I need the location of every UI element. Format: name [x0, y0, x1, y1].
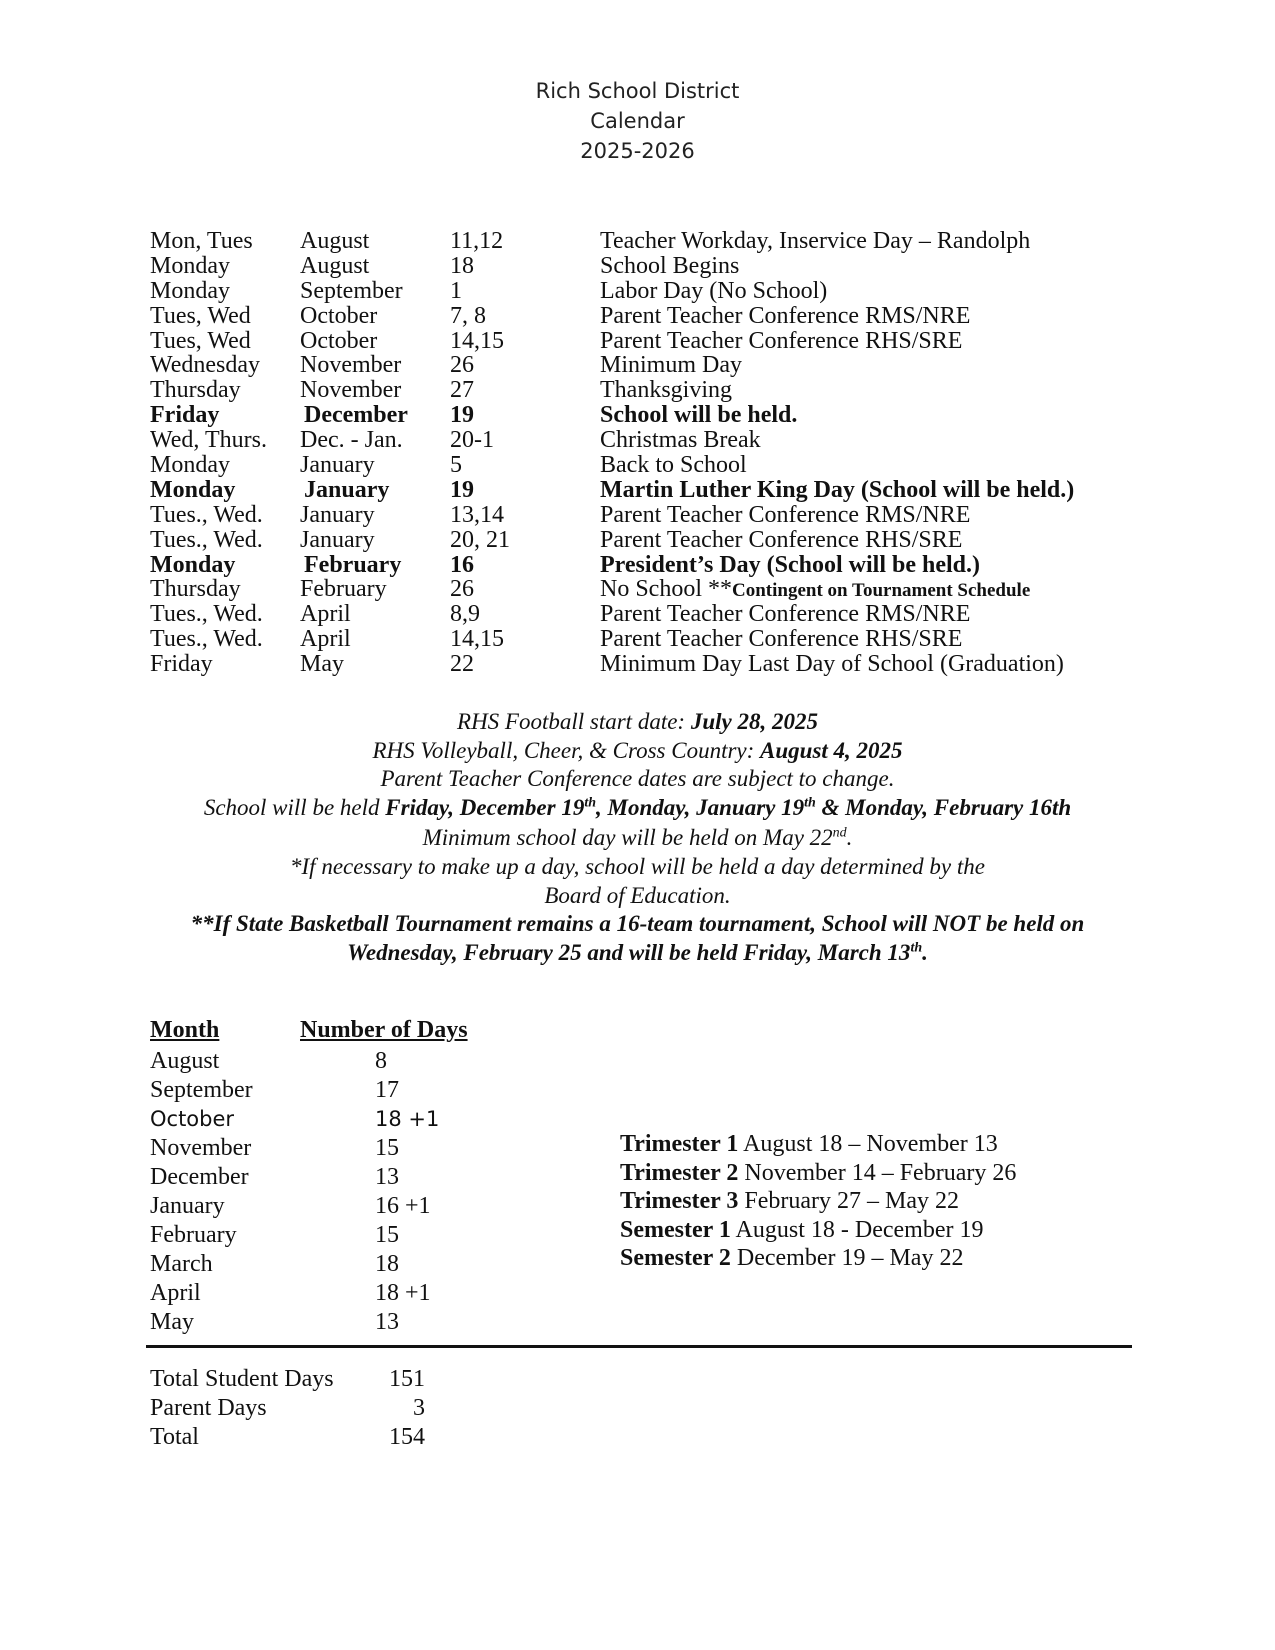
district-name: Rich School District — [535, 79, 740, 103]
event-date: 19 — [450, 476, 474, 503]
event-description: Parent Teacher Conference RMS/NRE — [600, 601, 971, 628]
note-volleyball-date: August 4, 2025 — [760, 737, 903, 763]
event-day: Friday — [150, 651, 213, 678]
event-description: Teacher Workday, Inservice Day – Randolph — [600, 228, 1031, 254]
event-row — [150, 428, 1150, 453]
term-range: February 27 – May 22 — [738, 1188, 960, 1215]
row-month: January — [150, 1193, 225, 1219]
event-date: 26 — [450, 576, 474, 603]
event-month: November — [300, 377, 402, 404]
held-date-2: , Monday, January 19 — [596, 794, 805, 820]
event-date: 14,15 — [450, 327, 504, 354]
term-label: Semester 1 — [620, 1216, 731, 1243]
event-row — [150, 378, 1150, 403]
row-month: August — [150, 1048, 220, 1074]
event-month: February — [300, 576, 387, 603]
row-month: November — [150, 1135, 252, 1161]
event-day: Tues, Wed — [150, 302, 251, 329]
total-row — [150, 1394, 550, 1423]
event-day: Friday — [150, 402, 220, 429]
event-day: Monday — [150, 551, 236, 578]
term-label: Trimester 3 — [620, 1188, 739, 1215]
event-row-school-held — [150, 403, 1150, 428]
held-date-1: Friday, December 19 — [385, 794, 585, 820]
note-held-label: School will be held — [203, 794, 386, 820]
minimum-end: . — [846, 825, 853, 850]
event-date: 14,15 — [450, 626, 504, 653]
event-month: January — [300, 501, 375, 528]
header-month: Month — [150, 1017, 220, 1043]
row-days: 15 — [375, 1135, 399, 1161]
term-row — [620, 1130, 1016, 1159]
note-tournament-line1: **If State Basketball Tournament remains a 16-team tournament, School will NOT be held on — [190, 911, 1085, 936]
term-range: August 18 - December 19 — [730, 1216, 984, 1243]
row-days: 17 — [375, 1077, 399, 1103]
event-row-school-held — [150, 553, 1150, 578]
event-description: President’s Day (School will be held.) — [600, 551, 981, 578]
school-year: 2025-2026 — [580, 139, 695, 163]
days-table-header — [150, 1017, 1130, 1047]
event-description: Minimum Day — [600, 352, 742, 379]
event-day: Thursday — [150, 377, 241, 404]
term-row — [620, 1187, 1016, 1216]
note-held-dates — [385, 795, 1071, 820]
event-date: 11,12 — [450, 228, 504, 254]
event-month: December — [304, 402, 408, 429]
note-volleyball-label: RHS Volleyball, Cheer, & Cross Country: — [372, 737, 761, 763]
event-description-main: No School ** — [600, 576, 732, 603]
minimum-sup: nd — [832, 825, 847, 841]
event-row — [150, 627, 1150, 652]
note-volleyball — [0, 737, 1275, 766]
event-description: Back to School — [600, 452, 747, 479]
event-day: Tues., Wed. — [150, 601, 263, 628]
held-date-3: & Monday, February 16th — [815, 794, 1072, 820]
event-month: April — [300, 626, 351, 653]
event-row — [150, 503, 1150, 528]
note-football-date: July 28, 2025 — [690, 709, 818, 734]
table-row — [150, 1047, 1130, 1076]
event-month: April — [300, 601, 351, 628]
header-number-of-days: Number of Days — [300, 1017, 468, 1043]
event-month: October — [300, 327, 378, 354]
event-day: Monday — [150, 252, 230, 279]
event-month: January — [304, 476, 390, 503]
event-description: Christmas Break — [600, 427, 761, 454]
minimum-text: Minimum school day will be held on May 22 — [422, 825, 833, 850]
event-date: 26 — [450, 352, 474, 379]
event-day: Monday — [150, 476, 236, 503]
row-days: 13 — [375, 1164, 399, 1190]
event-day: Tues, Wed — [150, 327, 251, 354]
note-makeup-line1: *If necessary to make up a day, school will be held a day determined by the — [290, 854, 985, 879]
term-label: Trimester 1 — [620, 1131, 739, 1157]
event-row — [150, 353, 1150, 378]
event-day: Tues., Wed. — [150, 501, 263, 528]
term-range: December 19 – May 22 — [730, 1245, 964, 1272]
horizontal-divider — [146, 1345, 1132, 1348]
note-football — [0, 708, 1275, 737]
term-row — [620, 1216, 1016, 1245]
event-month: August — [300, 228, 370, 254]
events-table — [150, 229, 1150, 677]
table-row — [150, 1279, 1130, 1308]
event-description: Parent Teacher Conference RHS/SRE — [600, 626, 963, 653]
event-day: Mon, Tues — [150, 228, 253, 254]
event-month: February — [304, 551, 402, 578]
event-description: Thanksgiving — [600, 377, 732, 404]
event-date: 20-1 — [450, 427, 494, 454]
row-days: 13 — [375, 1309, 399, 1335]
event-row — [150, 229, 1150, 254]
event-month: November — [300, 352, 402, 379]
event-description: Parent Teacher Conference RHS/SRE — [600, 526, 963, 553]
event-description: School Begins — [600, 252, 740, 279]
note-tournament-line2 — [0, 939, 1275, 968]
row-days: 15 — [375, 1222, 399, 1248]
event-date: 8,9 — [450, 601, 480, 628]
event-description: Parent Teacher Conference RMS/NRE — [600, 501, 971, 528]
event-description: Labor Day (No School) — [600, 277, 828, 304]
total-label: Parent Days — [150, 1395, 267, 1421]
event-day: Thursday — [150, 576, 241, 603]
term-row — [620, 1244, 1016, 1273]
event-description: Parent Teacher Conference RMS/NRE — [600, 302, 971, 329]
event-date: 18 — [450, 252, 474, 279]
event-date: 7, 8 — [450, 302, 486, 329]
tournament-end: . — [922, 939, 928, 965]
total-row — [150, 1365, 550, 1394]
event-row — [150, 279, 1150, 304]
total-value: 3 — [413, 1395, 425, 1421]
event-row — [150, 453, 1150, 478]
term-label: Trimester 2 — [620, 1159, 739, 1186]
row-days: 8 — [375, 1048, 387, 1074]
event-day: Wednesday — [150, 352, 261, 379]
event-month: September — [300, 277, 403, 304]
event-date: 13,14 — [450, 501, 504, 528]
event-day: Monday — [150, 277, 230, 304]
row-month: September — [150, 1077, 253, 1103]
note-school-held — [0, 794, 1275, 823]
held-sup-2: th — [804, 794, 816, 810]
event-row — [150, 652, 1150, 677]
notes-section — [0, 708, 1275, 967]
row-month: February — [150, 1222, 237, 1248]
total-row — [150, 1423, 550, 1452]
event-day: Tues., Wed. — [150, 526, 263, 553]
event-row — [150, 254, 1150, 279]
row-month: March — [150, 1251, 213, 1277]
note-minimum-day — [0, 822, 1275, 853]
held-sup-1: th — [584, 794, 597, 810]
event-date: 5 — [450, 452, 462, 479]
event-description — [600, 577, 1030, 604]
row-days: 18 — [375, 1251, 399, 1277]
event-day: Wed, Thurs. — [150, 427, 267, 454]
event-row — [150, 577, 1150, 602]
event-day: Monday — [150, 452, 230, 479]
table-row — [150, 1076, 1130, 1105]
term-range: August 18 – November 13 — [738, 1131, 998, 1157]
event-row — [150, 329, 1150, 354]
row-days: 16 +1 — [375, 1193, 431, 1219]
total-value: 151 — [389, 1366, 425, 1392]
event-date: 20, 21 — [450, 526, 510, 553]
event-row — [150, 528, 1150, 553]
event-month: January — [300, 526, 375, 553]
event-month: January — [300, 452, 375, 479]
table-row — [150, 1308, 1130, 1337]
event-date: 22 — [450, 651, 474, 678]
totals-section — [150, 1365, 550, 1452]
event-date: 1 — [450, 277, 462, 304]
event-description-note: Contingent on Tournament Schedule — [732, 580, 1031, 602]
row-month: April — [150, 1280, 201, 1306]
event-row — [150, 602, 1150, 627]
total-label: Total Student Days — [150, 1366, 334, 1392]
event-date: 27 — [450, 377, 474, 404]
total-value: 154 — [389, 1424, 425, 1450]
term-row — [620, 1159, 1016, 1188]
term-label: Semester 2 — [620, 1245, 731, 1272]
event-month: October — [300, 302, 378, 329]
event-description: Martin Luther King Day (School will be held.) — [600, 476, 1075, 503]
event-month: Dec. - Jan. — [300, 427, 403, 454]
row-month: December — [150, 1164, 249, 1190]
terms-list — [620, 1130, 1016, 1273]
event-month: May — [300, 651, 344, 678]
event-row — [150, 304, 1150, 329]
row-days: 18 +1 — [375, 1107, 440, 1131]
event-row-school-held — [150, 478, 1150, 503]
document-header — [0, 76, 1275, 166]
note-football-label: RHS Football start date: — [457, 709, 691, 734]
term-range: November 14 – February 26 — [738, 1159, 1017, 1186]
tournament-text: Wednesday, February 25 and will be held Friday, March 13 — [347, 939, 911, 965]
note-ptc: Parent Teacher Conference dates are subject to change. — [380, 766, 895, 791]
event-description: Minimum Day Last Day of School (Graduation) — [600, 651, 1064, 678]
row-days: 18 +1 — [375, 1280, 431, 1306]
event-date: 19 — [450, 402, 474, 429]
event-description: Parent Teacher Conference RHS/SRE — [600, 327, 963, 354]
tournament-sup: th — [910, 939, 923, 955]
event-description: School will be held. — [600, 402, 798, 429]
event-month: August — [300, 252, 370, 279]
row-month: October — [150, 1107, 235, 1131]
row-month: May — [150, 1309, 194, 1335]
event-date: 16 — [450, 551, 474, 578]
document-title: Calendar — [590, 109, 685, 133]
total-label: Total — [150, 1424, 199, 1450]
event-day: Tues., Wed. — [150, 626, 263, 653]
note-makeup-line2: Board of Education. — [544, 882, 731, 908]
